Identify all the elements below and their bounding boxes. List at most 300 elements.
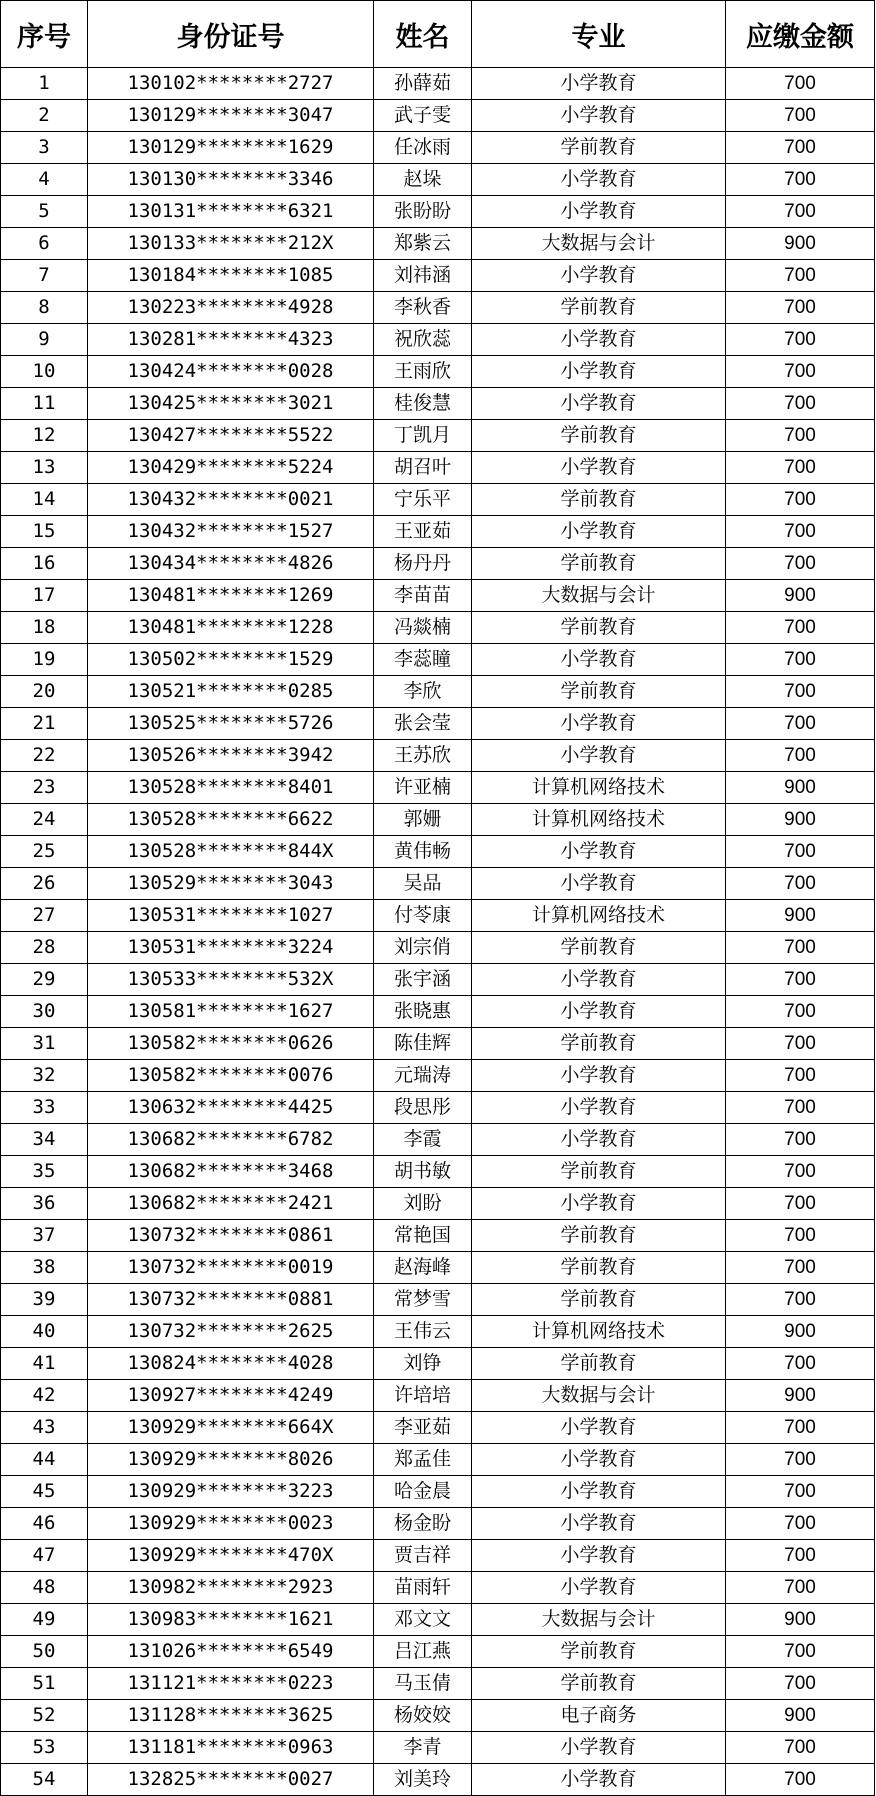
cell-seq: 29 [1,964,88,996]
cell-seq: 25 [1,836,88,868]
cell-fee: 700 [726,1092,875,1124]
cell-id-number: 130184********1085 [88,260,374,292]
cell-seq: 39 [1,1284,88,1316]
cell-fee: 700 [726,1508,875,1540]
header-id-number: 身份证号 [88,1,374,68]
cell-fee: 700 [726,324,875,356]
cell-id-number: 130281********4323 [88,324,374,356]
table-row [1,1220,875,1252]
cell-major: 计算机网络技术 [472,1316,726,1348]
table-header [1,1,875,68]
cell-seq: 22 [1,740,88,772]
cell-fee: 700 [726,1028,875,1060]
cell-seq: 26 [1,868,88,900]
cell-name: 王亚茹 [374,516,472,548]
cell-seq: 50 [1,1636,88,1668]
header-fee: 应缴金额 [726,1,875,68]
cell-name: 李青 [374,1732,472,1764]
cell-fee: 700 [726,1412,875,1444]
cell-name: 李苗苗 [374,580,472,612]
cell-id-number: 131121********0223 [88,1668,374,1700]
cell-major: 学前教育 [472,1668,726,1700]
cell-seq: 27 [1,900,88,932]
cell-id-number: 130929********470X [88,1540,374,1572]
cell-id-number: 130682********6782 [88,1124,374,1156]
table-row [1,836,875,868]
cell-fee: 700 [726,196,875,228]
cell-name: 赵海峰 [374,1252,472,1284]
cell-seq: 12 [1,420,88,452]
cell-id-number: 132825********0027 [88,1764,374,1796]
cell-seq: 49 [1,1604,88,1636]
cell-major: 小学教育 [472,708,726,740]
cell-name: 张会莹 [374,708,472,740]
cell-fee: 700 [726,1124,875,1156]
table-row [1,132,875,164]
cell-fee: 700 [726,1252,875,1284]
cell-name: 苗雨轩 [374,1572,472,1604]
table-row [1,900,875,932]
cell-seq: 19 [1,644,88,676]
cell-id-number: 130528********6622 [88,804,374,836]
cell-id-number: 130927********4249 [88,1380,374,1412]
table-row [1,1476,875,1508]
cell-fee: 700 [726,1284,875,1316]
cell-fee: 900 [726,804,875,836]
cell-id-number: 130424********0028 [88,356,374,388]
cell-major: 小学教育 [472,1508,726,1540]
table-row [1,1636,875,1668]
table-row [1,676,875,708]
cell-name: 李欣 [374,676,472,708]
table-row [1,1060,875,1092]
cell-major: 小学教育 [472,196,726,228]
table-row [1,1700,875,1732]
cell-name: 王雨欣 [374,356,472,388]
cell-name: 桂俊慧 [374,388,472,420]
cell-name: 邓文文 [374,1604,472,1636]
cell-fee: 700 [726,1732,875,1764]
cell-id-number: 130929********8026 [88,1444,374,1476]
cell-seq: 24 [1,804,88,836]
cell-major: 小学教育 [472,164,726,196]
cell-seq: 41 [1,1348,88,1380]
cell-id-number: 130528********8401 [88,772,374,804]
cell-major: 小学教育 [472,1060,726,1092]
cell-id-number: 130432********1527 [88,516,374,548]
table-row [1,324,875,356]
cell-seq: 45 [1,1476,88,1508]
cell-fee: 900 [726,1700,875,1732]
cell-id-number: 130130********3346 [88,164,374,196]
cell-name: 张宇涵 [374,964,472,996]
cell-fee: 700 [726,132,875,164]
cell-major: 小学教育 [472,836,726,868]
table-row [1,196,875,228]
cell-fee: 700 [726,356,875,388]
header-seq: 序号 [1,1,88,68]
cell-major: 学前教育 [472,676,726,708]
cell-name: 刘宗俏 [374,932,472,964]
cell-seq: 3 [1,132,88,164]
cell-fee: 700 [726,292,875,324]
table-row [1,292,875,324]
cell-name: 任冰雨 [374,132,472,164]
cell-major: 小学教育 [472,260,726,292]
cell-seq: 37 [1,1220,88,1252]
cell-fee: 700 [726,868,875,900]
cell-name: 李秋香 [374,292,472,324]
table-row [1,804,875,836]
cell-seq: 18 [1,612,88,644]
cell-seq: 48 [1,1572,88,1604]
cell-id-number: 130824********4028 [88,1348,374,1380]
table-row [1,420,875,452]
cell-name: 杨金盼 [374,1508,472,1540]
cell-seq: 42 [1,1380,88,1412]
cell-major: 小学教育 [472,100,726,132]
cell-major: 学前教育 [472,1220,726,1252]
cell-name: 元瑞涛 [374,1060,472,1092]
cell-fee: 700 [726,516,875,548]
table-row [1,644,875,676]
cell-major: 小学教育 [472,996,726,1028]
table-row [1,1284,875,1316]
table-row [1,996,875,1028]
cell-name: 李蕊瞳 [374,644,472,676]
cell-name: 冯燚楠 [374,612,472,644]
cell-seq: 9 [1,324,88,356]
cell-major: 学前教育 [472,1252,726,1284]
cell-fee: 900 [726,1316,875,1348]
cell-id-number: 130129********1629 [88,132,374,164]
cell-id-number: 130929********0023 [88,1508,374,1540]
cell-id-number: 130929********3223 [88,1476,374,1508]
cell-name: 常艳国 [374,1220,472,1252]
cell-name: 胡书敏 [374,1156,472,1188]
cell-id-number: 130581********1627 [88,996,374,1028]
cell-fee: 700 [726,1220,875,1252]
cell-name: 刘美玲 [374,1764,472,1796]
cell-id-number: 130529********3043 [88,868,374,900]
cell-id-number: 130434********4826 [88,548,374,580]
cell-major: 小学教育 [472,964,726,996]
table-row [1,68,875,100]
cell-seq: 38 [1,1252,88,1284]
cell-seq: 34 [1,1124,88,1156]
cell-major: 小学教育 [472,868,726,900]
cell-major: 计算机网络技术 [472,900,726,932]
cell-id-number: 130632********4425 [88,1092,374,1124]
cell-id-number: 130732********0019 [88,1252,374,1284]
cell-seq: 53 [1,1732,88,1764]
cell-fee: 700 [726,164,875,196]
cell-fee: 900 [726,228,875,260]
cell-seq: 21 [1,708,88,740]
cell-id-number: 130131********6321 [88,196,374,228]
cell-name: 许亚楠 [374,772,472,804]
cell-name: 李亚茹 [374,1412,472,1444]
table-row [1,1188,875,1220]
table-body [1,68,875,1796]
cell-fee: 700 [726,964,875,996]
cell-name: 贾吉祥 [374,1540,472,1572]
cell-id-number: 130929********664X [88,1412,374,1444]
cell-id-number: 130133********212X [88,228,374,260]
cell-fee: 700 [726,676,875,708]
cell-major: 学前教育 [472,932,726,964]
header-name: 姓名 [374,1,472,68]
cell-fee: 700 [726,1764,875,1796]
cell-name: 许培培 [374,1380,472,1412]
cell-fee: 700 [726,484,875,516]
cell-name: 郑紫云 [374,228,472,260]
cell-major: 小学教育 [472,388,726,420]
cell-fee: 900 [726,1604,875,1636]
cell-major: 学前教育 [472,1636,726,1668]
table-row [1,772,875,804]
cell-seq: 6 [1,228,88,260]
table-row [1,100,875,132]
table-row [1,452,875,484]
table-row [1,1092,875,1124]
cell-seq: 14 [1,484,88,516]
table-row [1,1348,875,1380]
cell-fee: 700 [726,1156,875,1188]
cell-seq: 54 [1,1764,88,1796]
cell-major: 小学教育 [472,1732,726,1764]
cell-id-number: 130525********5726 [88,708,374,740]
cell-fee: 700 [726,708,875,740]
cell-name: 李霞 [374,1124,472,1156]
cell-fee: 700 [726,1476,875,1508]
cell-seq: 33 [1,1092,88,1124]
cell-name: 胡召叶 [374,452,472,484]
cell-major: 大数据与会计 [472,580,726,612]
cell-major: 学前教育 [472,612,726,644]
cell-fee: 700 [726,612,875,644]
cell-major: 学前教育 [472,1284,726,1316]
cell-fee: 700 [726,836,875,868]
cell-fee: 700 [726,1444,875,1476]
table-row [1,1252,875,1284]
cell-seq: 15 [1,516,88,548]
cell-fee: 700 [726,1060,875,1092]
cell-id-number: 130732********0881 [88,1284,374,1316]
cell-major: 学前教育 [472,484,726,516]
cell-major: 小学教育 [472,644,726,676]
table-row [1,1124,875,1156]
cell-name: 杨丹丹 [374,548,472,580]
cell-major: 小学教育 [472,1092,726,1124]
cell-name: 郭姗 [374,804,472,836]
cell-major: 小学教育 [472,740,726,772]
cell-name: 哈金晨 [374,1476,472,1508]
cell-seq: 13 [1,452,88,484]
cell-seq: 28 [1,932,88,964]
cell-id-number: 131128********3625 [88,1700,374,1732]
cell-major: 小学教育 [472,516,726,548]
cell-name: 杨姣姣 [374,1700,472,1732]
cell-major: 小学教育 [472,356,726,388]
cell-id-number: 130521********0285 [88,676,374,708]
cell-seq: 8 [1,292,88,324]
table-row [1,228,875,260]
cell-seq: 20 [1,676,88,708]
cell-major: 学前教育 [472,1156,726,1188]
cell-name: 陈佳辉 [374,1028,472,1060]
cell-major: 电子商务 [472,1700,726,1732]
cell-seq: 46 [1,1508,88,1540]
cell-seq: 30 [1,996,88,1028]
header-major: 专业 [472,1,726,68]
cell-fee: 700 [726,260,875,292]
cell-fee: 700 [726,1636,875,1668]
cell-major: 计算机网络技术 [472,772,726,804]
cell-name: 丁凯月 [374,420,472,452]
table-row [1,1156,875,1188]
cell-id-number: 130502********1529 [88,644,374,676]
cell-seq: 51 [1,1668,88,1700]
cell-seq: 11 [1,388,88,420]
cell-major: 小学教育 [472,324,726,356]
cell-fee: 700 [726,1540,875,1572]
cell-major: 小学教育 [472,1764,726,1796]
cell-fee: 900 [726,900,875,932]
cell-name: 付苓康 [374,900,472,932]
cell-seq: 43 [1,1412,88,1444]
cell-id-number: 130129********3047 [88,100,374,132]
cell-major: 大数据与会计 [472,228,726,260]
cell-name: 赵垛 [374,164,472,196]
cell-id-number: 130732********2625 [88,1316,374,1348]
cell-seq: 23 [1,772,88,804]
table-row [1,1732,875,1764]
cell-major: 学前教育 [472,132,726,164]
table-row [1,1572,875,1604]
table-row [1,740,875,772]
cell-seq: 4 [1,164,88,196]
cell-id-number: 130732********0861 [88,1220,374,1252]
cell-seq: 36 [1,1188,88,1220]
table-row [1,964,875,996]
cell-seq: 44 [1,1444,88,1476]
cell-major: 学前教育 [472,1348,726,1380]
cell-fee: 700 [726,548,875,580]
header-row [1,1,875,68]
cell-name: 张晓惠 [374,996,472,1028]
cell-seq: 47 [1,1540,88,1572]
table-row [1,1316,875,1348]
table-row [1,1412,875,1444]
cell-seq: 2 [1,100,88,132]
cell-major: 学前教育 [472,1028,726,1060]
cell-seq: 35 [1,1156,88,1188]
cell-major: 小学教育 [472,1540,726,1572]
cell-major: 学前教育 [472,292,726,324]
cell-seq: 1 [1,68,88,100]
cell-major: 大数据与会计 [472,1380,726,1412]
cell-fee: 700 [726,1188,875,1220]
table-row [1,1028,875,1060]
cell-name: 刘祎涵 [374,260,472,292]
cell-fee: 900 [726,1380,875,1412]
cell-major: 小学教育 [472,1476,726,1508]
table-row [1,1444,875,1476]
cell-name: 宁乐平 [374,484,472,516]
cell-id-number: 130582********0076 [88,1060,374,1092]
cell-fee: 700 [726,100,875,132]
cell-major: 计算机网络技术 [472,804,726,836]
cell-seq: 10 [1,356,88,388]
cell-id-number: 130531********3224 [88,932,374,964]
table-row [1,1604,875,1636]
cell-id-number: 131181********0963 [88,1732,374,1764]
table-row [1,868,875,900]
table-row [1,1668,875,1700]
cell-seq: 31 [1,1028,88,1060]
cell-seq: 52 [1,1700,88,1732]
table-row [1,1540,875,1572]
cell-name: 马玉倩 [374,1668,472,1700]
table-row [1,260,875,292]
table-row [1,388,875,420]
cell-name: 祝欣蕊 [374,324,472,356]
cell-fee: 700 [726,932,875,964]
table-row [1,1508,875,1540]
cell-fee: 700 [726,644,875,676]
cell-major: 学前教育 [472,420,726,452]
cell-major: 学前教育 [472,548,726,580]
cell-fee: 700 [726,420,875,452]
table-row [1,548,875,580]
cell-fee: 700 [726,1348,875,1380]
cell-major: 小学教育 [472,1444,726,1476]
cell-name: 黄伟畅 [374,836,472,868]
table-row [1,708,875,740]
cell-fee: 900 [726,772,875,804]
cell-fee: 700 [726,1668,875,1700]
cell-name: 张盼盼 [374,196,472,228]
table-row [1,580,875,612]
table-row [1,164,875,196]
cell-major: 小学教育 [472,452,726,484]
cell-fee: 900 [726,580,875,612]
cell-id-number: 130526********3942 [88,740,374,772]
cell-id-number: 130582********0626 [88,1028,374,1060]
cell-name: 吴品 [374,868,472,900]
cell-id-number: 130432********0021 [88,484,374,516]
cell-id-number: 130531********1027 [88,900,374,932]
cell-name: 段思彤 [374,1092,472,1124]
cell-major: 大数据与会计 [472,1604,726,1636]
cell-name: 吕江燕 [374,1636,472,1668]
cell-fee: 700 [726,68,875,100]
cell-id-number: 130682********3468 [88,1156,374,1188]
cell-major: 小学教育 [472,1124,726,1156]
table-row [1,484,875,516]
cell-id-number: 130481********1228 [88,612,374,644]
cell-id-number: 130528********844X [88,836,374,868]
cell-seq: 17 [1,580,88,612]
cell-name: 王苏欣 [374,740,472,772]
cell-id-number: 130429********5224 [88,452,374,484]
cell-name: 武子雯 [374,100,472,132]
cell-seq: 32 [1,1060,88,1092]
table-row [1,356,875,388]
table-row [1,1764,875,1796]
cell-id-number: 130983********1621 [88,1604,374,1636]
